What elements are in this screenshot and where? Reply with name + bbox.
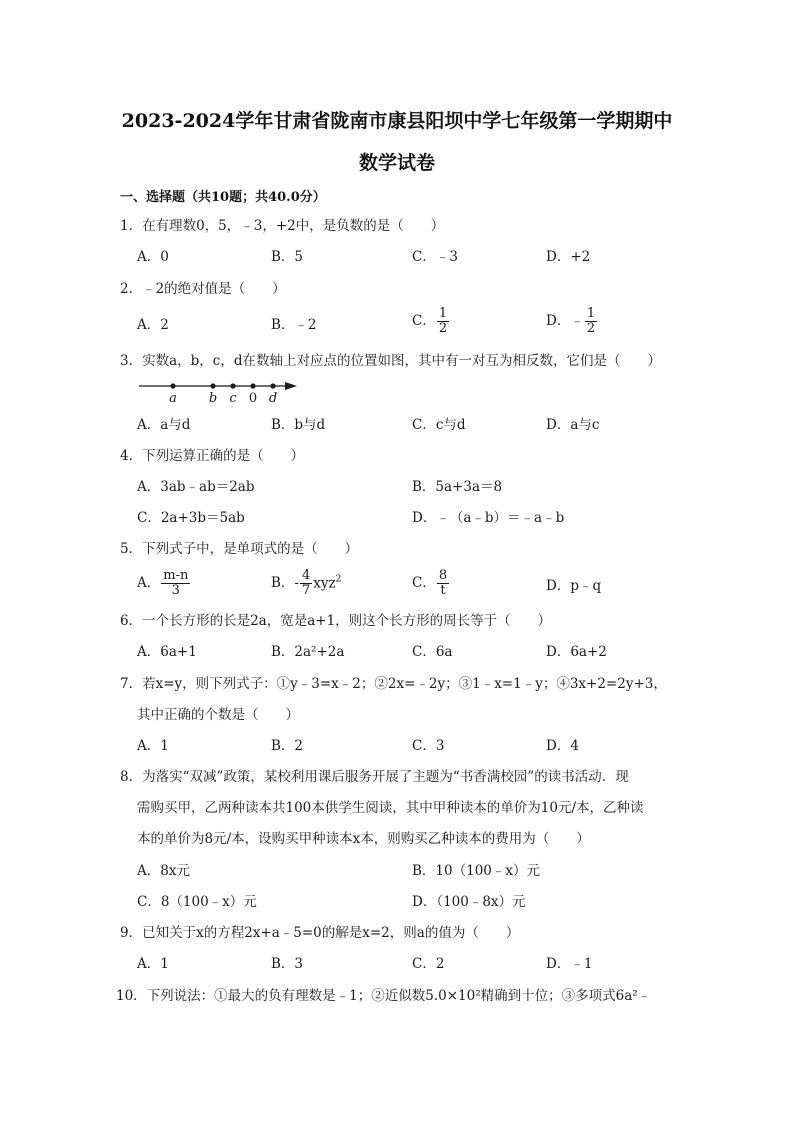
option-d-label: D．﹣ [546, 313, 584, 329]
number-line-label-d: d [268, 391, 278, 406]
question-7-option-d[interactable]: D．4 [546, 738, 579, 754]
question-3-option-a[interactable]: A．a与d [137, 417, 191, 433]
number-line-label-a: a [169, 391, 177, 406]
number-line-figure [137, 377, 307, 407]
question-2-option-c[interactable] [412, 307, 450, 336]
question-8-option-d[interactable]: D．（100﹣8x）元 [412, 894, 526, 910]
fraction-numerator: m-n [163, 568, 189, 583]
fraction-one-half [437, 307, 449, 336]
question-6-option-d[interactable]: D．6a+2 [546, 644, 607, 660]
number-line-point-b [210, 383, 215, 388]
fraction-denominator: t [440, 583, 446, 598]
fraction-numerator: 1 [586, 306, 596, 321]
question-3-option-d[interactable]: D．a与c [546, 417, 600, 433]
number-line-label-0: 0 [248, 391, 258, 406]
exponent: 2 [335, 574, 342, 585]
question-5-option-a[interactable] [137, 569, 191, 598]
number-line-point-c [230, 383, 235, 388]
question-5-option-c[interactable] [412, 569, 450, 598]
question-2-stem: 2．﹣2的绝对值是（ ） [120, 281, 286, 297]
question-3-option-c[interactable]: C．c与d [412, 417, 466, 433]
number-line-point-a [170, 383, 175, 388]
question-6-option-b[interactable]: B．2a²+2a [271, 644, 345, 660]
question-7-option-a[interactable]: A．1 [137, 738, 169, 754]
option-b-label: B． [271, 575, 295, 591]
question-3-stem: 3．实数a，b，c，d在数轴上对应点的位置如图，其中有一对互为相反数，它们是（ ） [120, 353, 661, 369]
minus-sign: - [294, 575, 299, 591]
question-1-option-c[interactable]: C．﹣3 [412, 249, 458, 265]
question-9-option-d[interactable]: D．﹣1 [546, 956, 593, 972]
question-9-option-c[interactable]: C．2 [412, 956, 445, 972]
question-2-option-d[interactable] [546, 307, 598, 336]
question-7-option-b[interactable]: B．2 [271, 738, 304, 754]
fraction-one-half [585, 307, 597, 336]
number-line-label-b: b [208, 391, 218, 406]
question-8-option-b[interactable]: B．10（100﹣x）元 [412, 863, 540, 879]
fraction-four-sevenths [300, 569, 312, 598]
option-a-label: A． [137, 575, 161, 591]
question-1-option-a[interactable]: A．0 [137, 249, 169, 265]
question-4-option-a[interactable]: A．3ab﹣ab＝2ab [137, 479, 255, 495]
question-4-option-d[interactable]: D．﹣（a﹣b）＝﹣a﹣b [412, 510, 565, 526]
fraction-denominator: 3 [171, 583, 180, 598]
question-2-option-a[interactable]: A．2 [137, 317, 169, 333]
exam-title-line2: 数学试卷 [358, 152, 435, 174]
question-8-stem-line2: 需购买甲，乙两种读本共100本供学生阅读，其中甲种读本的单价为10元/本，乙种读 [137, 800, 644, 816]
question-4-option-b[interactable]: B．5a+3a＝8 [412, 479, 503, 495]
question-6-option-c[interactable]: C．6a [412, 644, 453, 660]
question-8-option-c[interactable]: C．8（100﹣x）元 [137, 894, 257, 910]
number-line-arrow [285, 382, 297, 390]
question-1-stem: 1．在有理数0，5，﹣3，+2中，是负数的是（ ） [120, 218, 445, 234]
question-8-stem-line3: 本的单价为8元/本，设购买甲种读本x本，则购买乙种读本的费用为（ ） [137, 831, 590, 847]
question-10-stem: 10．下列说法：①最大的负有理数是﹣1；②近似数5.0×10²精确到十位；③多项式6a²﹣ [116, 988, 652, 1004]
exam-title-line1: 2023-2024学年甘肃省陇南市康县阳坝中学七年级第一学期期中 [121, 110, 673, 132]
fraction-numerator: 1 [438, 306, 448, 321]
fraction-eight-over-t [437, 569, 449, 598]
question-3-option-b[interactable]: B．b与d [271, 417, 326, 433]
question-4-option-c[interactable]: C．2a+3b＝5ab [137, 510, 245, 526]
fraction-numerator: 4 [301, 568, 311, 583]
number-line-label-c: c [229, 391, 237, 406]
question-4-stem: 4．下列运算正确的是（ ） [120, 448, 305, 464]
question-7-option-c[interactable]: C．3 [412, 738, 445, 754]
question-7-stem: 7．若x=y，则下列式子：①y﹣3=x﹣2；②2x=﹣2y；③1﹣x=1﹣y；④3x+2=2y+3， [120, 676, 667, 692]
question-9-option-a[interactable]: A．1 [137, 956, 169, 972]
question-5-stem: 5．下列式子中，是单项式的是（ ） [120, 541, 359, 557]
option-c-label: C． [412, 313, 436, 329]
number-line-point-0 [250, 383, 255, 388]
fraction-m-minus-n-over-3 [161, 569, 190, 598]
question-6-option-a[interactable]: A．6a+1 [137, 644, 197, 660]
fraction-denominator: 2 [438, 321, 448, 336]
section-heading: 一、选择题（共10题；共40.0分） [120, 190, 326, 205]
number-line-point-d [270, 383, 275, 388]
question-5-option-d[interactable]: D．p﹣q [546, 578, 602, 594]
question-2-option-b[interactable]: B．﹣2 [271, 317, 317, 333]
question-5-option-b[interactable] [271, 569, 341, 598]
variables-xyz: xyz [313, 575, 336, 592]
question-6-stem: 6．一个长方形的长是2a，宽是a+1，则这个长方形的周长等于（ ） [120, 613, 552, 629]
question-1-option-b[interactable]: B．5 [271, 249, 304, 265]
question-1-option-d[interactable]: D．+2 [546, 249, 591, 265]
question-8-option-a[interactable]: A．8x元 [137, 863, 190, 879]
question-9-option-b[interactable]: B．3 [271, 956, 304, 972]
option-c-label: C． [412, 575, 436, 591]
question-7-stem-continued: 其中正确的个数是（ ） [137, 707, 299, 723]
fraction-denominator: 7 [301, 583, 311, 598]
fraction-denominator: 2 [586, 321, 596, 336]
fraction-numerator: 8 [438, 568, 448, 583]
question-8-stem: 8．为落实“双减”政策，某校利用课后服务开展了主题为“书香满校园”的读书活动．现 [120, 769, 629, 785]
question-9-stem: 9．已知关于x的方程2x+a﹣5=0的解是x=2，则a的值为（ ） [120, 925, 520, 941]
